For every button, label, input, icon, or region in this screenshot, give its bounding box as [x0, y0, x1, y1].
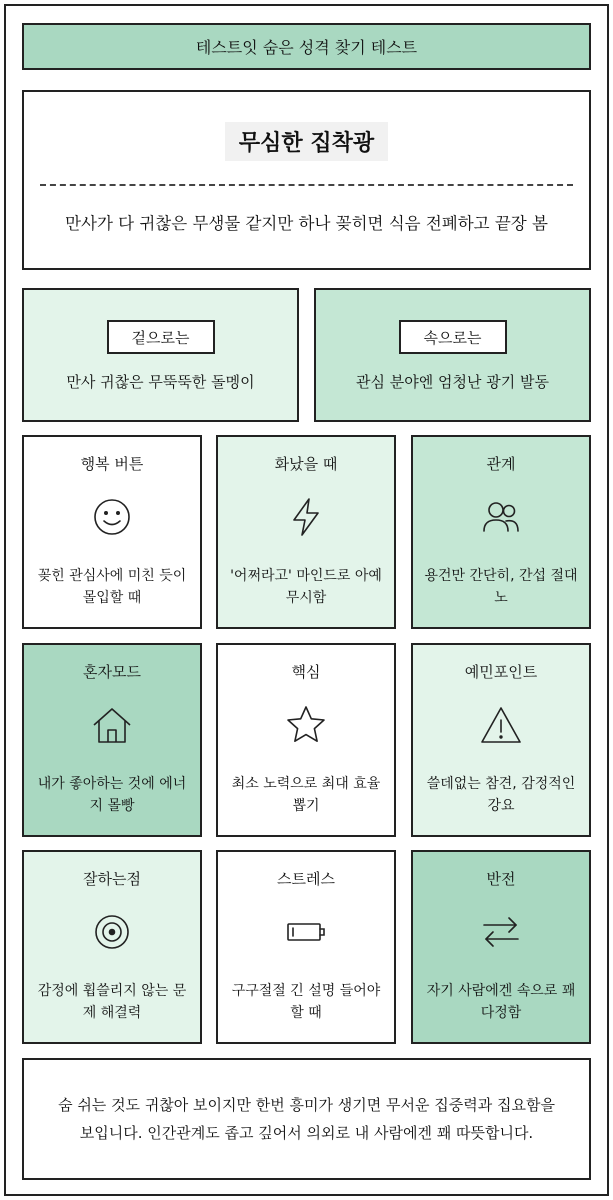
- card-title: 스트레스: [277, 870, 335, 888]
- card-title: 잘하는점: [83, 870, 141, 888]
- card-happy-button: [22, 435, 202, 629]
- outer-trait-label: 겉으로는: [107, 320, 215, 354]
- card-alone-mode: [22, 643, 202, 837]
- card-twist: [411, 850, 591, 1044]
- card-stress: [216, 850, 396, 1044]
- inner-trait-card: [314, 288, 591, 422]
- result-description: 만사가 다 귀찮은 무생물 같지만 하나 꽂히면 식음 전폐하고 끝장 봄: [65, 214, 548, 233]
- page-title: [22, 23, 591, 70]
- card-text: '어쩌라고' 마인드로 아예 무시함: [230, 568, 382, 606]
- inner-trait-text: 관심 분야엔 엄청난 광기 발동: [356, 373, 549, 391]
- card-text: 꽂힌 관심사에 미친 듯이 몰입할 때: [37, 568, 187, 606]
- card-text: 감정에 휩쓸리지 않는 문제 해결력: [37, 983, 187, 1021]
- outer-trait-card: [22, 288, 299, 422]
- card-text: 구구절절 긴 설명 들어야 할 때: [231, 983, 381, 1021]
- card-core: [216, 643, 396, 837]
- dashed-divider: [40, 184, 573, 186]
- warning-icon: [479, 703, 523, 747]
- card-title: 화났을 때: [274, 455, 338, 473]
- card-sensitive-point: [411, 643, 591, 837]
- smiley-icon: [90, 495, 134, 539]
- card-text: 내가 좋아하는 것에 에너지 몰빵: [37, 776, 187, 814]
- card-title: 행복 버튼: [80, 455, 144, 473]
- result-card: [22, 90, 591, 270]
- card-relationships: [411, 435, 591, 629]
- card-title: 관계: [486, 455, 516, 473]
- summary-card: [22, 1058, 591, 1180]
- card-text: 자기 사람에겐 속으로 꽤 다정함: [426, 983, 576, 1021]
- inner-trait-label: 속으로는: [399, 320, 507, 354]
- card-strength: [22, 850, 202, 1044]
- card-title: 핵심: [291, 663, 321, 681]
- result-name: 무심한 집착광: [225, 122, 388, 161]
- card-title: 혼자모드: [83, 663, 141, 681]
- star-icon: [284, 703, 328, 747]
- card-text: 쓸데없는 참견, 감정적인 강요: [426, 776, 576, 814]
- card-when-angry: [216, 435, 396, 629]
- lightning-icon: [284, 495, 328, 539]
- card-text: 최소 노력으로 최대 효율 뽑기: [231, 776, 381, 814]
- page-title-text: 테스트잇 숨은 성격 찾기 테스트: [195, 38, 418, 57]
- card-title: 예민포인트: [464, 663, 538, 681]
- summary-text: 숨 쉬는 것도 귀찮아 보이지만 한번 흥미가 생기면 무서운 집중력과 집요함을 보입니다. 인간관계도 좁고 깊어서 의외로 내 사람에겐 꽤 따뜻합니다.: [58, 1096, 555, 1142]
- card-title: 반전: [486, 870, 516, 888]
- swap-arrows-icon: [479, 910, 523, 954]
- house-icon: [90, 703, 134, 747]
- card-text: 용건만 간단히, 간섭 절대 노: [424, 568, 578, 606]
- target-icon: [90, 910, 134, 954]
- outer-trait-text: 만사 귀찮은 무뚝뚝한 돌멩이: [66, 373, 255, 391]
- low-battery-icon: [284, 910, 328, 954]
- people-icon: [479, 495, 523, 539]
